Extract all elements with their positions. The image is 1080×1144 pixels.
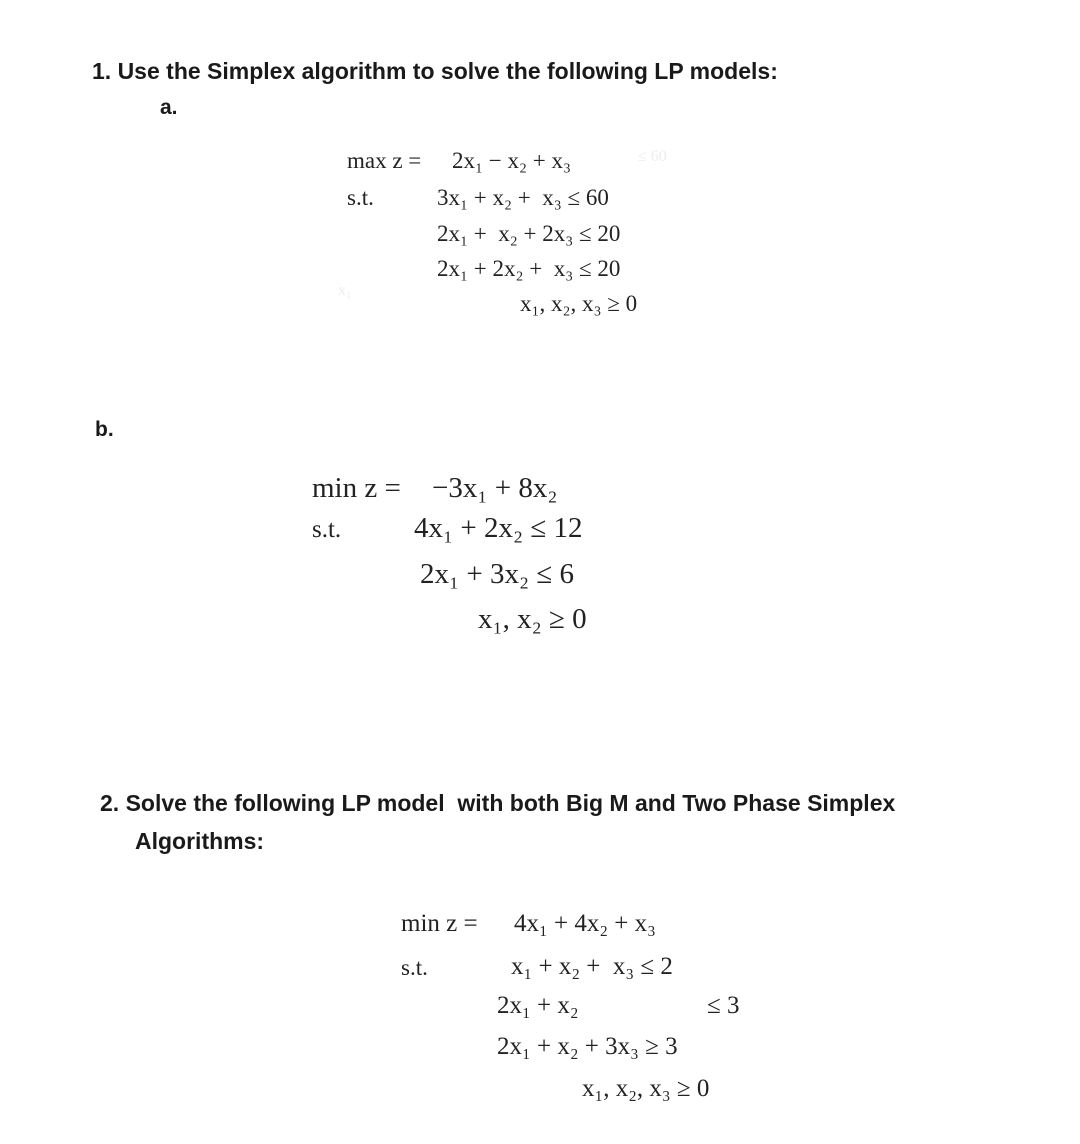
part-a-st-label: s.t. <box>347 185 374 210</box>
q1-part-b-label: b. <box>95 418 114 441</box>
part-b-objective-label: min z = <box>312 472 401 504</box>
q2-constraint-3: 2x₁ + x₂ + 3x₃ ≥ 3 <box>497 1033 678 1060</box>
part-b-constraint-1: 4x₁ + 2x₂ ≤ 12 <box>414 512 583 544</box>
q1-part-a-label: a. <box>160 96 178 119</box>
part-b-constraint-2: 2x₁ + 3x₂ ≤ 6 <box>420 558 574 590</box>
part-a-objective-expr: 2x₁ − x₂ + x₃ <box>452 148 571 173</box>
part-b-objective-expr: −3x₁ + 8x₂ <box>432 472 558 504</box>
part-a-nonnegativity: x₁, x₂, x₃ ≥ 0 <box>520 291 638 316</box>
q1-heading: 1. Use the Simplex algorithm to solve the following LP models: <box>92 58 778 84</box>
q2-st-label: s.t. <box>401 955 428 980</box>
part-a-constraint-2: 2x₁ + x₂ + 2x₃ ≤ 20 <box>437 221 621 246</box>
part-b-st-label: s.t. <box>312 516 342 543</box>
q2-constraint-2-rhs: ≤ 3 <box>707 992 740 1019</box>
q2-objective-label: min z = <box>401 910 478 937</box>
q2-objective-expr: 4x₁ + 4x₂ + x₃ <box>514 910 656 937</box>
part-a-constraint-3: 2x₁ + 2x₂ + x₃ ≤ 20 <box>437 256 621 281</box>
faint-artifact: ≤ 60 <box>638 148 667 165</box>
q2-heading-line-2: Algorithms: <box>135 828 265 854</box>
faint-artifact: x₁ <box>338 282 352 299</box>
q2-heading-line-1: 2. Solve the following LP model with both Big M and Two Phase Simplex <box>100 790 896 816</box>
part-b-nonnegativity: x₁, x₂ ≥ 0 <box>478 603 587 635</box>
part-a-objective-label: max z = <box>347 148 422 173</box>
q2-constraint-2-lhs: 2x₁ + x₂ <box>497 992 579 1019</box>
part-a-constraint-1: 3x₁ + x₂ + x₃ ≤ 60 <box>437 185 609 210</box>
q2-constraint-1: x₁ + x₂ + x₃ ≤ 2 <box>511 953 673 980</box>
q2-nonnegativity: x₁, x₂, x₃ ≥ 0 <box>582 1075 710 1102</box>
